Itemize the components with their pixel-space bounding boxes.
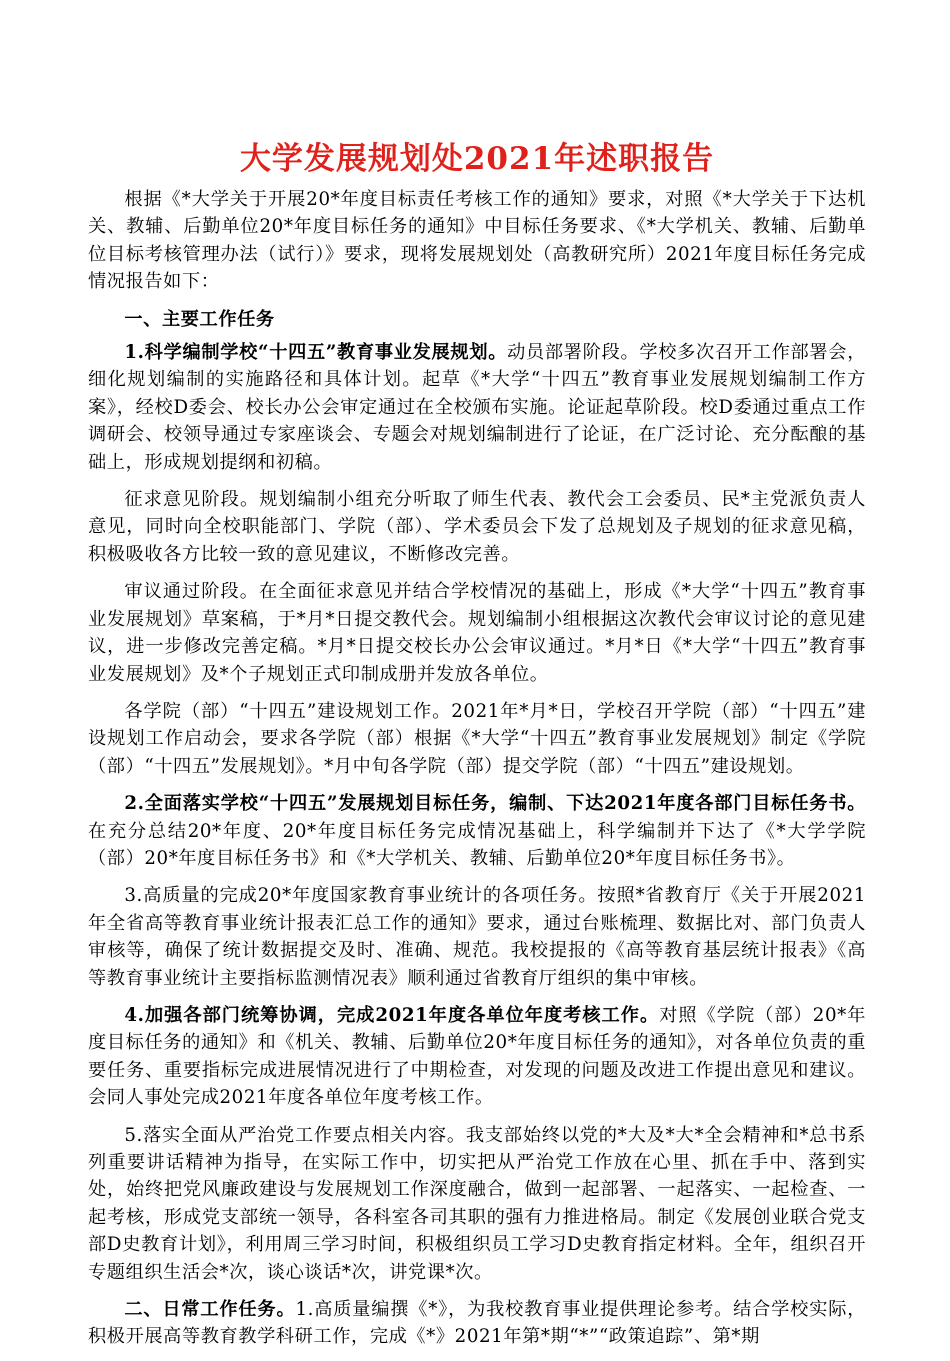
item2-title: 2.全面落实学校“十四五”发展规划目标任务，编制、下达2021年度各部门目标任务书。 (124, 793, 866, 815)
item1-paragraph-4: 各学院（部）“十四五”建设规划工作。2021年*月*日，学校召开学院（部）“十四五”建设规划工作启动会，要求各学院（部）根据《*大学“十四五”教育事业发展规划》制定《学院（部）“十四五”发展规划》。*月中旬各学院（部）提交学院（部）“十四五”建设规划。 (88, 700, 866, 777)
item4-title: 4.加强各部门统筹协调，完成2021年度各单位年度考核工作。 (124, 1004, 660, 1026)
item3-paragraph: 3.高质量的完成20*年度国家教育事业统计的各项任务。按照*省教育厅《关于开展2021年全省高等教育事业统计报表汇总工作的通知》要求，通过台账梳理、数据比对、部门负责人审核等，确保了统计数据提交及时、准确、规范。我校提报的《高等教育基层统计报表》《高等教育事业统计主要指标监测情况表》顺利通过省教育厅组织的集中审核。 (88, 885, 866, 989)
section1-heading: 一、主要工作任务 (124, 308, 275, 330)
section2-paragraph (88, 1296, 866, 1351)
item2-paragraph (88, 790, 866, 872)
item1-paragraph (88, 339, 866, 476)
intro-paragraph: 根据《*大学关于开展20*年度目标责任考核工作的通知》要求，对照《*大学关于下达机关、教辅、后勤单位20*年度目标任务的通知》中目标任务要求、《*大学机关、教辅、后勤单位目标考核管理办法（试行）》要求，现将发展规划处（高教研究所）2021年度目标任务完成情况报告如下： (88, 189, 866, 293)
document-page (88, 136, 866, 1361)
item2-text: 在充分总结20*年度、20*年度目标任务完成情况基础上，科学编制并下达了《*大学学院（部）20*年度目标任务书》和《*大学机关、教辅、后勤单位20*年度目标任务书》。 (88, 820, 866, 869)
section2-text: 1.高质量编撰《*》，为我校教育事业提供理论参考。结合学校实际，积极开展高等教育教学科研工作，完成《*》2021年第*期“*”“政策追踪”、第*期 (88, 1299, 866, 1348)
item1-text: 动员部署阶段。学校多次召开工作部署会，细化规划编制的实施路径和具体计划。起草《*大学“十四五”教育事业发展规划编制工作方案》，经校D委会、校长办公会审定通过在全校颁布实施。论证起草阶段。校D委通过重点工作调研会、校领导通过专家座谈会、专题会对规划编制进行了论证，在广泛讨论、充分酝酿的基础上，形成规划提纲和初稿。 (88, 342, 866, 473)
document-title: 大学发展规划处2021年述职报告 (239, 141, 715, 177)
item4-paragraph (88, 1002, 866, 1112)
item1-title: 1.科学编制学校“十四五”教育事业发展规划。 (124, 342, 508, 364)
item5-paragraph: 5.落实全面从严治党工作要点相关内容。我支部始终以党的*大及*大*全会精神和*总书系列重要讲话精神为指导，在实际工作中，切实把从严治党工作放在心里、抓在手中、落到实处，始终把党风廉政建设与发展规划工作深度融合，做到一起部署、一起落实、一起检查、一起考核，形成党支部统一领导，各科室各司其职的强有力推进格局。制定《发展创业联合党支部D史教育计划》，利用周三学习时间，积极组织员工学习D史教育指定材料。全年，组织召开专题组织生活会*次，谈心谈话*次，讲党课*次。 (88, 1124, 866, 1283)
item4-text: 对照《学院（部）20*年度目标任务的通知》和《机关、教辅、后勤单位20*年度目标任务的通知》，对各单位负责的重要任务、重要指标完成进展情况进行了中期检查，对发现的问题及改进工作提出意见和建议。会同人事处完成2021年度各单位年度考核工作。 (88, 1004, 867, 1109)
item1-paragraph-2: 征求意见阶段。规划编制小组充分听取了师生代表、教代会工会委员、民*主党派负责人意见，同时向全校职能部门、学院（部）、学术委员会下发了总规划及子规划的征求意见稿，积极吸收各方比较一致的意见建议，不断修改完善。 (88, 489, 866, 565)
item1-paragraph-3: 审议通过阶段。在全面征求意见并结合学校情况的基础上，形成《*大学“十四五”教育事业发展规划》草案稿，于*月*日提交教代会。规划编制小组根据这次教代会审议讨论的意见建议，进一步修改完善定稿。*月*日提交校长办公会审议通过。*月*日《*大学“十四五”教育事业发展规划》及*个子规划正式印制成册并发放各单位。 (88, 581, 866, 685)
section2-heading: 二、日常工作任务。 (124, 1299, 296, 1321)
